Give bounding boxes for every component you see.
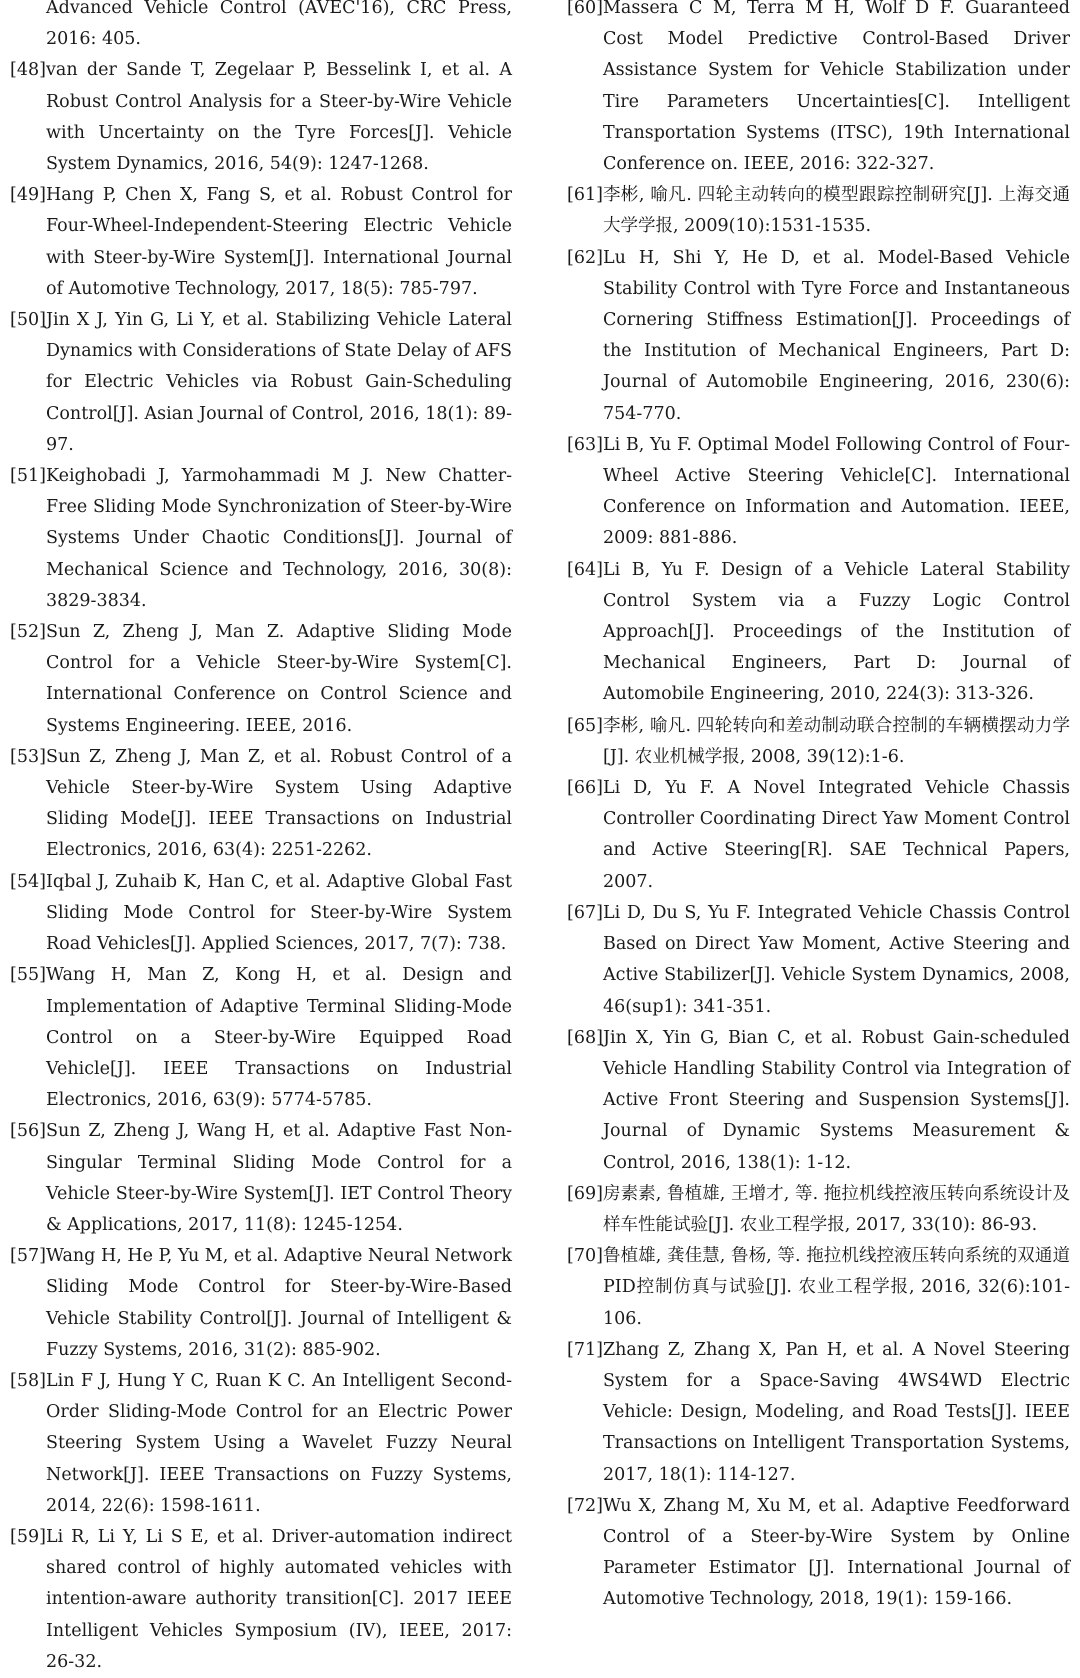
reference-number: [55] — [10, 965, 46, 986]
reference-entry — [10, 742, 512, 867]
reference-entry — [567, 1023, 1070, 1179]
reference-entry — [10, 305, 512, 461]
reference-text: Advanced Vehicle Control (AVEC'16), CRC Press, 2016: 405. — [46, 0, 512, 50]
reference-number: [54] — [10, 871, 46, 892]
reference-text: Massera C M, Terra M H, Wolf D F. Guaranteed Cost Model Predictive Control-Based Driver Assistance System for Vehicle Stabilization under Tire Parameters Uncertainties[C]. Intelligent Transportation Systems (ITSC), 19th International Conference on. IEEE, 2016: 322-327. — [603, 0, 1070, 175]
reference-entry — [567, 1335, 1070, 1491]
reference-entry — [567, 711, 1070, 773]
reference-entry — [10, 960, 512, 1116]
reference-number: [72] — [567, 1495, 603, 1516]
reference-text: Li R, Li Y, Li S E, et al. Driver-automation indirect shared control of highly automated vehicles with intention-aware authority transition[C]. 2017 IEEE Intelligent Vehicles Symposium (IV), IEEE, 2017: 26-32. — [46, 1526, 512, 1672]
reference-entry — [10, 461, 512, 617]
reference-text: Sun Z, Zheng J, Man Z. Adaptive Sliding Mode Control for a Vehicle Steer-by-Wire System[C]. International Conference on Control Science and Systems Engineering. IEEE, 2016. — [46, 622, 512, 736]
reference-text: Li D, Yu F. A Novel Integrated Vehicle Chassis Controller Coordinating Direct Yaw Moment Control and Active Steering[R]. SAE Technical Papers, 2007. — [603, 778, 1070, 892]
reference-text: Sun Z, Zheng J, Wang H, et al. Adaptive Fast Non-Singular Terminal Sliding Mode Control for a Vehicle Steer-by-Wire System[J]. IET Control Theory & Applications, 2017, 11(8): 1245-1254. — [46, 1121, 512, 1235]
reference-entry — [567, 430, 1070, 555]
reference-number: [65] — [567, 715, 603, 736]
reference-number: [53] — [10, 746, 46, 767]
reference-entry — [567, 898, 1070, 1023]
reference-text: Jin X J, Yin G, Li Y, et al. Stabilizing Vehicle Lateral Dynamics with Considerations of State Delay of AFS for Electric Vehicles via Robust Gain-Scheduling Control[J]. Asian Journal of Control, 2016, 18(1): 89-97. — [46, 310, 512, 455]
reference-entry — [567, 180, 1070, 242]
reference-entry — [10, 867, 512, 961]
reference-text: Lin F J, Hung Y C, Ruan K C. An Intelligent Second-Order Sliding-Mode Control for an Electric Power Steering System Using a Wavelet Fuzzy Neural Network[J]. IEEE Transactions on Fuzzy Systems, 2014, 22(6): 1598-1611. — [46, 1370, 512, 1516]
reference-entry — [567, 773, 1070, 898]
reference-text: Lu H, Shi Y, He D, et al. Model-Based Vehicle Stability Control with Tyre Force and Instantaneous Cornering Stiffness Estimation[J]. Proceedings of the Institution of Mechanical Engineers, Part D: Journal of Automobile Engineering, 2016, 230(6): 754-770. — [603, 247, 1070, 424]
reference-entry — [10, 0, 512, 55]
reference-number: [64] — [567, 559, 603, 580]
reference-number: [62] — [567, 247, 603, 268]
reference-number: [59] — [10, 1526, 46, 1547]
reference-text: 房素素, 鲁植雄, 王增才, 等. 拖拉机线控液压转向系统设计及样车性能试验[J]. 农业工程学报, 2017, 33(10): 86-93. — [603, 1183, 1070, 1235]
reference-text: Li D, Du S, Yu F. Integrated Vehicle Chassis Control Based on Direct Yaw Moment, Active Steering and Active Stabilizer[J]. Vehicle System Dynamics, 2008, 46(sup1): 341-351. — [603, 902, 1070, 1017]
reference-entry — [10, 1366, 512, 1522]
reference-text: 李彬, 喻凡. 四轮主动转向的模型跟踪控制研究[J]. 上海交通大学学报, 2009(10):1531-1535. — [603, 185, 1070, 237]
reference-entry — [10, 1116, 512, 1241]
reference-number: [58] — [10, 1370, 46, 1391]
reference-text: Wang H, Man Z, Kong H, et al. Design and Implementation of Adaptive Terminal Sliding-Mode Control on a Steer-by-Wire Equipped Road Vehicle[J]. IEEE Transactions on Industrial Electronics, 2016, 63(9): 5774-5785. — [46, 965, 512, 1111]
reference-text: Iqbal J, Zuhaib K, Han C, et al. Adaptive Global Fast Sliding Mode Control for Steer-by-Wire System Road Vehicles[J]. Applied Sciences, 2017, 7(7): 738. — [46, 871, 512, 955]
reference-text: Jin X, Yin G, Bian C, et al. Robust Gain-scheduled Vehicle Handling Stability Control via Integration of Active Front Steering and Suspension Systems[J]. Journal of Dynamic Systems Measurement & Control, 2016, 138(1): 1-12. — [603, 1027, 1070, 1173]
reference-entry — [567, 1179, 1070, 1241]
reference-text: Hang P, Chen X, Fang S, et al. Robust Control for Four-Wheel-Independent-Steering Electric Vehicle with Steer-by-Wire System[J]. International Journal of Automotive Technology, 2017, 18(5): 785-797. — [46, 185, 512, 299]
reference-text: Wu X, Zhang M, Xu M, et al. Adaptive Feedforward Control of a Steer-by-Wire System by Online Parameter Estimator [J]. International Journal of Automotive Technology, 2018, 19(1): 159-166. — [603, 1495, 1070, 1610]
reference-entry — [10, 617, 512, 742]
reference-entry — [10, 1522, 512, 1678]
reference-text: Sun Z, Zheng J, Man Z, et al. Robust Control of a Vehicle Steer-by-Wire System Using Adaptive Sliding Mode[J]. IEEE Transactions on Industrial Electronics, 2016, 63(4): 2251-2262. — [46, 746, 512, 861]
reference-text: 鲁植雄, 龚佳慧, 鲁杨, 等. 拖拉机线控液压转向系统的双通道PID控制仿真与试验[J]. 农业工程学报, 2016, 32(6):101-106. — [603, 1246, 1070, 1329]
reference-number: [52] — [10, 622, 46, 643]
reference-text: Wang H, He P, Yu M, et al. Adaptive Neural Network Sliding Mode Control for Steer-by-Wire-Based Vehicle Stability Control[J]. Journal of Intelligent & Fuzzy Systems, 2016, 31(2): 885-902. — [46, 1246, 512, 1360]
reference-text: 李彬, 喻凡. 四轮转向和差动制动联合控制的车辆横摆动力学[J]. 农业机械学报, 2008, 39(12):1-6. — [603, 715, 1070, 767]
reference-text: Li B, Yu F. Design of a Vehicle Lateral Stability Control System via a Fuzzy Logic Control Approach[J]. Proceedings of the Institution of Mechanical Engineers, Part D: Journal of Automobile Engineering, 2010, 224(3): 313-326. — [603, 559, 1070, 705]
references-left-column — [10, 0, 512, 1678]
reference-entry — [567, 1241, 1070, 1335]
reference-entry — [567, 243, 1070, 430]
reference-entry — [10, 55, 512, 180]
reference-number: [67] — [567, 902, 603, 923]
reference-number: [71] — [567, 1339, 603, 1360]
reference-number: [48] — [10, 60, 46, 81]
reference-text: Zhang Z, Zhang X, Pan H, et al. A Novel Steering System for a Space-Saving 4WS4WD Electric Vehicle: Design, Modeling, and Road Tests[J]. IEEE Transactions on Intelligent Transportation Systems, 2017, 18(1): 114-127. — [603, 1339, 1070, 1485]
reference-number: [60] — [567, 0, 603, 18]
reference-number: [50] — [10, 310, 46, 331]
reference-number: [49] — [10, 185, 46, 206]
reference-entry — [10, 1241, 512, 1366]
reference-number: [51] — [10, 466, 46, 487]
reference-text: van der Sande T, Zegelaar P, Besselink I, et al. A Robust Control Analysis for a Steer-by-Wire Vehicle with Uncertainty on the Tyre Forces[J]. Vehicle System Dynamics, 2016, 54(9): 1247-1268. — [46, 60, 512, 175]
reference-number: [61] — [567, 185, 603, 206]
reference-number: [70] — [567, 1246, 603, 1267]
reference-text: Li B, Yu F. Optimal Model Following Control of Four-Wheel Active Steering Vehicle[C]. International Conference on Information and Automation. IEEE, 2009: 881-886. — [603, 434, 1070, 549]
reference-number: [69] — [567, 1183, 603, 1204]
reference-entry — [10, 180, 512, 305]
reference-entry — [567, 1491, 1070, 1616]
reference-entry — [567, 0, 1070, 180]
reference-entry — [567, 555, 1070, 711]
references-right-column — [567, 0, 1070, 1616]
reference-number: [68] — [567, 1027, 603, 1048]
reference-number: [63] — [567, 434, 603, 455]
reference-text: Keighobadi J, Yarmohammadi M J. New Chatter-Free Sliding Mode Synchronization of Steer-by-Wire Systems Under Chaotic Conditions[J]. Journal of Mechanical Science and Technology, 2016, 30(8): 3829-3834. — [46, 466, 512, 611]
reference-number: [56] — [10, 1121, 46, 1142]
reference-number: [66] — [567, 778, 603, 799]
reference-number: [57] — [10, 1246, 46, 1267]
